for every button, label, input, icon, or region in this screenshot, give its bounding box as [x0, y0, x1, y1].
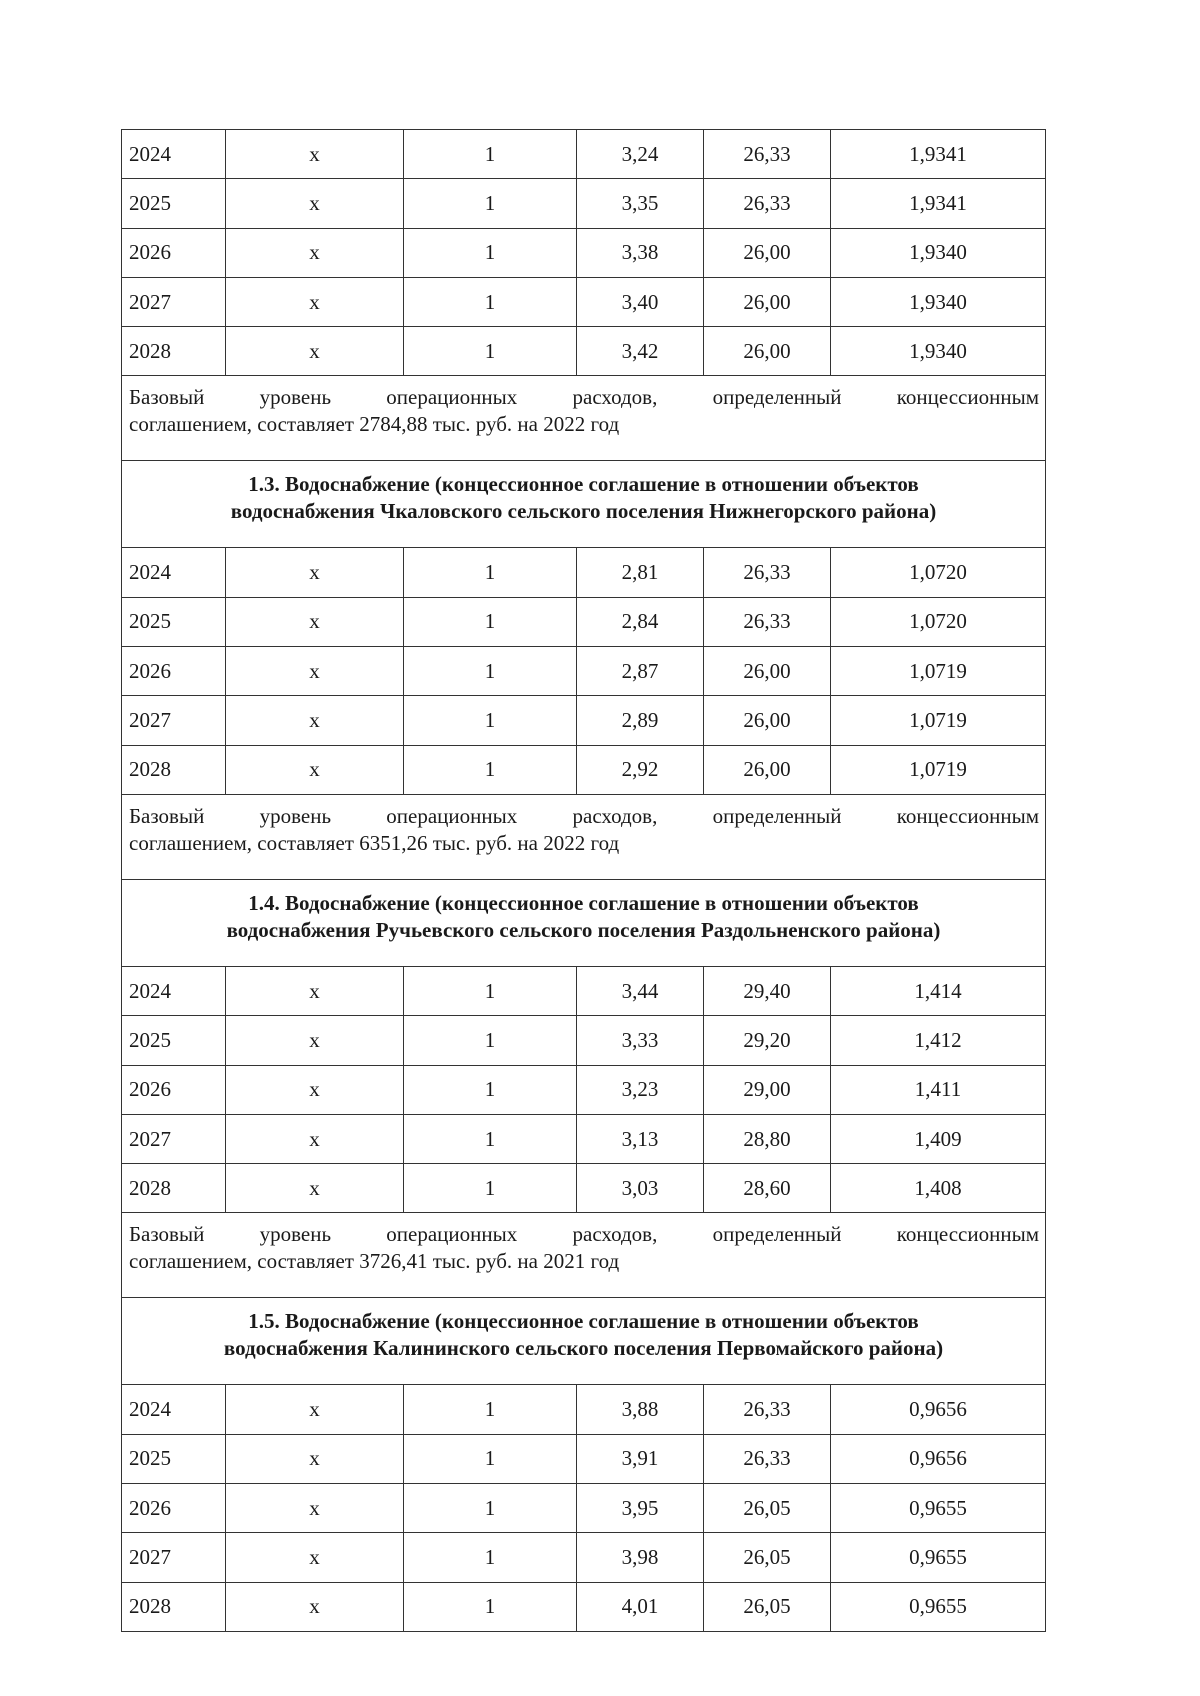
energy-cell: 28,60: [704, 1164, 831, 1213]
coefficient-cell: 1: [404, 745, 577, 794]
section-heading: [122, 461, 1046, 548]
section-heading-row: [122, 1298, 1046, 1385]
note-line: Базовый уровень операционных расходов, определенный концессионным: [129, 803, 1039, 828]
base-level-note: [122, 1213, 1046, 1298]
loss-cell: 3,23: [577, 1065, 704, 1114]
year-cell: 2024: [122, 130, 226, 179]
index-x-cell: x: [226, 1582, 404, 1631]
note-line: соглашением, составляет 6351,26 тыс. руб. на 2022 год: [129, 830, 620, 855]
table-row: [122, 1114, 1046, 1163]
loss-cell: 3,35: [577, 179, 704, 228]
efficiency-cell: 0,9655: [831, 1582, 1046, 1631]
table-row: [122, 647, 1046, 696]
index-x-cell: x: [226, 130, 404, 179]
table-row: [122, 1385, 1046, 1434]
loss-cell: 2,84: [577, 597, 704, 646]
table-row: [122, 966, 1046, 1015]
coefficient-cell: 1: [404, 1065, 577, 1114]
efficiency-cell: 1,0720: [831, 548, 1046, 597]
table-row: [122, 179, 1046, 228]
efficiency-cell: 1,0719: [831, 696, 1046, 745]
base-level-note-row: [122, 794, 1046, 879]
index-x-cell: x: [226, 228, 404, 277]
table-row: [122, 548, 1046, 597]
loss-cell: 3,98: [577, 1533, 704, 1582]
coefficient-cell: 1: [404, 179, 577, 228]
note-line: Базовый уровень операционных расходов, определенный концессионным: [129, 385, 1039, 410]
loss-cell: 2,81: [577, 548, 704, 597]
energy-cell: 26,05: [704, 1484, 831, 1533]
efficiency-cell: 1,414: [831, 966, 1046, 1015]
index-x-cell: x: [226, 1016, 404, 1065]
year-cell: 2027: [122, 1114, 226, 1163]
coefficient-cell: 1: [404, 1533, 577, 1582]
loss-cell: 3,44: [577, 966, 704, 1015]
year-cell: 2028: [122, 1164, 226, 1213]
efficiency-cell: 1,9340: [831, 277, 1046, 326]
coefficient-cell: 1: [404, 1582, 577, 1631]
year-cell: 2024: [122, 966, 226, 1015]
efficiency-cell: 1,9341: [831, 179, 1046, 228]
table-row: [122, 1065, 1046, 1114]
table-body: [122, 130, 1046, 1632]
table-row: [122, 327, 1046, 376]
loss-cell: 3,88: [577, 1385, 704, 1434]
table-row: [122, 228, 1046, 277]
section-heading: [122, 879, 1046, 966]
year-cell: 2026: [122, 1484, 226, 1533]
index-x-cell: x: [226, 966, 404, 1015]
section-heading-line: водоснабжения Чкаловского сельского поселения Нижнегорского района): [230, 499, 937, 524]
efficiency-cell: 1,0719: [831, 647, 1046, 696]
index-x-cell: x: [226, 277, 404, 326]
table-row: [122, 1434, 1046, 1483]
table-row: [122, 1016, 1046, 1065]
table-row: [122, 1582, 1046, 1631]
energy-cell: 26,33: [704, 130, 831, 179]
loss-cell: 3,95: [577, 1484, 704, 1533]
index-x-cell: x: [226, 696, 404, 745]
year-cell: 2025: [122, 1016, 226, 1065]
base-level-note-row: [122, 1213, 1046, 1298]
year-cell: 2024: [122, 1385, 226, 1434]
energy-cell: 29,40: [704, 966, 831, 1015]
index-x-cell: x: [226, 597, 404, 646]
energy-cell: 26,00: [704, 745, 831, 794]
energy-cell: 26,33: [704, 179, 831, 228]
year-cell: 2028: [122, 327, 226, 376]
note-line: соглашением, составляет 2784,88 тыс. руб. на 2022 год: [129, 412, 620, 437]
efficiency-cell: 0,9656: [831, 1434, 1046, 1483]
coefficient-cell: 1: [404, 327, 577, 376]
section-heading-line: 1.3. Водоснабжение (концессионное соглашение в отношении объектов: [248, 472, 919, 497]
year-cell: 2026: [122, 647, 226, 696]
efficiency-cell: 0,9655: [831, 1533, 1046, 1582]
tariff-table: [121, 129, 1046, 1632]
year-cell: 2027: [122, 277, 226, 326]
loss-cell: 2,89: [577, 696, 704, 745]
loss-cell: 3,03: [577, 1164, 704, 1213]
index-x-cell: x: [226, 647, 404, 696]
index-x-cell: x: [226, 327, 404, 376]
energy-cell: 26,00: [704, 277, 831, 326]
year-cell: 2025: [122, 179, 226, 228]
section-heading-line: 1.4. Водоснабжение (концессионное соглашение в отношении объектов: [248, 890, 919, 915]
loss-cell: 2,87: [577, 647, 704, 696]
coefficient-cell: 1: [404, 696, 577, 745]
coefficient-cell: 1: [404, 1484, 577, 1533]
efficiency-cell: 1,409: [831, 1114, 1046, 1163]
year-cell: 2025: [122, 1434, 226, 1483]
index-x-cell: x: [226, 1434, 404, 1483]
table-row: [122, 1484, 1046, 1533]
energy-cell: 26,33: [704, 548, 831, 597]
year-cell: 2026: [122, 1065, 226, 1114]
efficiency-cell: 1,411: [831, 1065, 1046, 1114]
coefficient-cell: 1: [404, 1016, 577, 1065]
efficiency-cell: 0,9656: [831, 1385, 1046, 1434]
section-heading-row: [122, 879, 1046, 966]
index-x-cell: x: [226, 745, 404, 794]
energy-cell: 28,80: [704, 1114, 831, 1163]
loss-cell: 3,24: [577, 130, 704, 179]
efficiency-cell: 0,9655: [831, 1484, 1046, 1533]
table-row: [122, 130, 1046, 179]
index-x-cell: x: [226, 1164, 404, 1213]
coefficient-cell: 1: [404, 597, 577, 646]
section-heading-line: водоснабжения Калининского сельского поселения Первомайского района): [223, 1336, 944, 1361]
coefficient-cell: 1: [404, 277, 577, 326]
energy-cell: 26,00: [704, 228, 831, 277]
energy-cell: 26,05: [704, 1582, 831, 1631]
energy-cell: 29,20: [704, 1016, 831, 1065]
year-cell: 2025: [122, 597, 226, 646]
coefficient-cell: 1: [404, 1434, 577, 1483]
loss-cell: 3,38: [577, 228, 704, 277]
loss-cell: 3,42: [577, 327, 704, 376]
energy-cell: 26,33: [704, 1385, 831, 1434]
efficiency-cell: 1,9340: [831, 228, 1046, 277]
loss-cell: 3,91: [577, 1434, 704, 1483]
index-x-cell: x: [226, 548, 404, 597]
energy-cell: 26,00: [704, 327, 831, 376]
year-cell: 2026: [122, 228, 226, 277]
index-x-cell: x: [226, 1533, 404, 1582]
loss-cell: 2,92: [577, 745, 704, 794]
year-cell: 2027: [122, 696, 226, 745]
table-row: [122, 745, 1046, 794]
index-x-cell: x: [226, 1385, 404, 1434]
note-line: соглашением, составляет 3726,41 тыс. руб. на 2021 год: [129, 1249, 620, 1274]
section-heading: [122, 1298, 1046, 1385]
table-row: [122, 277, 1046, 326]
coefficient-cell: 1: [404, 130, 577, 179]
section-heading-line: водоснабжения Ручьевского сельского поселения Раздольненского района): [226, 917, 941, 942]
index-x-cell: x: [226, 1114, 404, 1163]
energy-cell: 26,33: [704, 1434, 831, 1483]
section-heading-row: [122, 461, 1046, 548]
energy-cell: 26,33: [704, 597, 831, 646]
year-cell: 2028: [122, 745, 226, 794]
table-row: [122, 1533, 1046, 1582]
table-row: [122, 696, 1046, 745]
base-level-note: [122, 794, 1046, 879]
index-x-cell: x: [226, 179, 404, 228]
loss-cell: 3,13: [577, 1114, 704, 1163]
coefficient-cell: 1: [404, 647, 577, 696]
efficiency-cell: 1,408: [831, 1164, 1046, 1213]
loss-cell: 4,01: [577, 1582, 704, 1631]
year-cell: 2024: [122, 548, 226, 597]
loss-cell: 3,33: [577, 1016, 704, 1065]
efficiency-cell: 1,0719: [831, 745, 1046, 794]
loss-cell: 3,40: [577, 277, 704, 326]
energy-cell: 26,00: [704, 647, 831, 696]
energy-cell: 26,05: [704, 1533, 831, 1582]
table-row: [122, 597, 1046, 646]
coefficient-cell: 1: [404, 1114, 577, 1163]
year-cell: 2027: [122, 1533, 226, 1582]
coefficient-cell: 1: [404, 548, 577, 597]
coefficient-cell: 1: [404, 966, 577, 1015]
section-heading-line: 1.5. Водоснабжение (концессионное соглашение в отношении объектов: [248, 1309, 919, 1334]
efficiency-cell: 1,0720: [831, 597, 1046, 646]
coefficient-cell: 1: [404, 1385, 577, 1434]
base-level-note: [122, 376, 1046, 461]
efficiency-cell: 1,412: [831, 1016, 1046, 1065]
coefficient-cell: 1: [404, 228, 577, 277]
efficiency-cell: 1,9341: [831, 130, 1046, 179]
index-x-cell: x: [226, 1065, 404, 1114]
base-level-note-row: [122, 376, 1046, 461]
table-row: [122, 1164, 1046, 1213]
energy-cell: 26,00: [704, 696, 831, 745]
year-cell: 2028: [122, 1582, 226, 1631]
coefficient-cell: 1: [404, 1164, 577, 1213]
index-x-cell: x: [226, 1484, 404, 1533]
efficiency-cell: 1,9340: [831, 327, 1046, 376]
note-line: Базовый уровень операционных расходов, определенный концессионным: [129, 1222, 1039, 1247]
energy-cell: 29,00: [704, 1065, 831, 1114]
